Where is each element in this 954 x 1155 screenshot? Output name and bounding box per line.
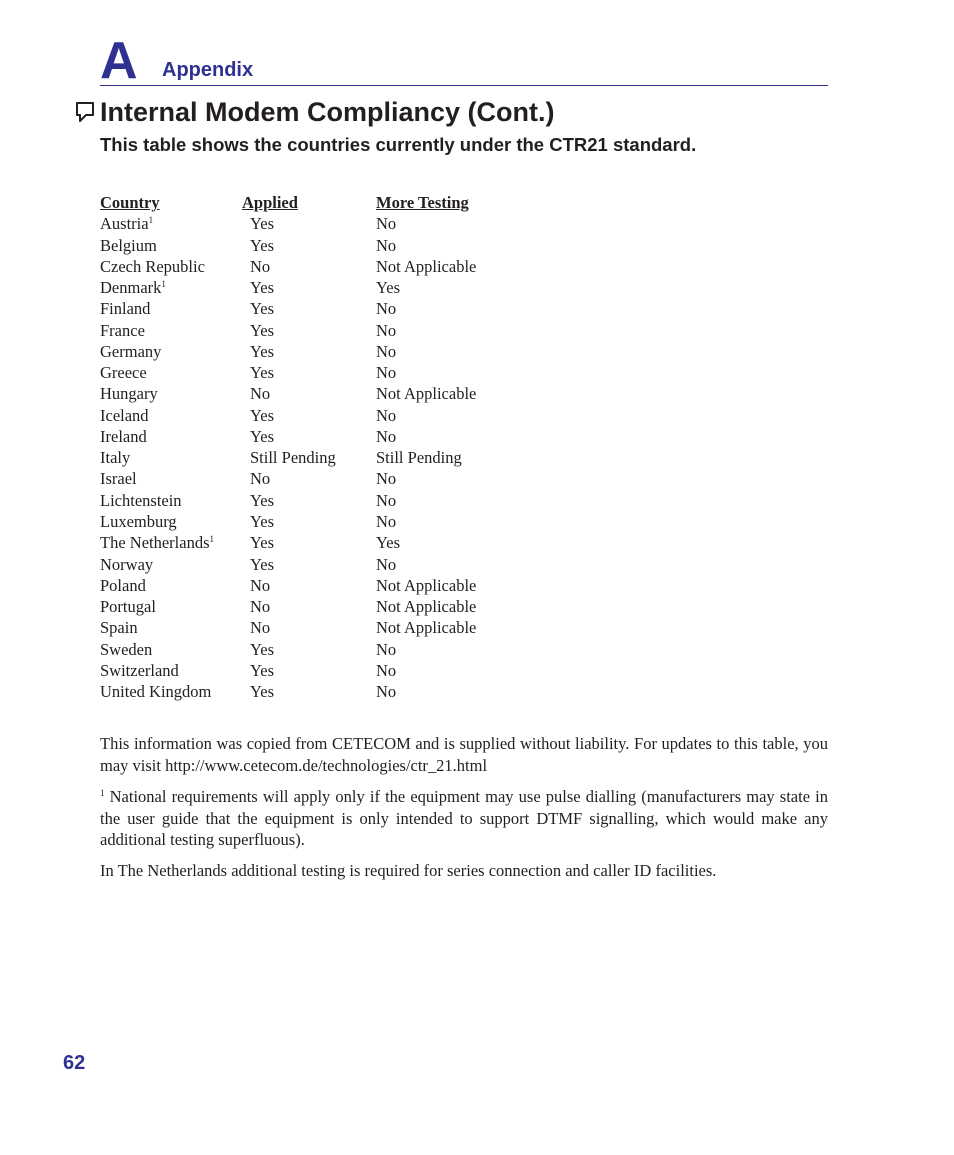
table-row xyxy=(100,596,580,617)
footnote xyxy=(100,786,828,851)
applied-cell: Yes xyxy=(250,490,275,510)
country-cell xyxy=(100,426,147,447)
country-cell xyxy=(100,341,161,362)
footnote-marker: 1 xyxy=(148,215,154,226)
table-row xyxy=(100,256,580,277)
country-cell xyxy=(100,468,137,489)
country-name: Luxemburg xyxy=(100,511,177,531)
column-header-applied: Applied xyxy=(242,193,298,212)
more-testing-cell: No xyxy=(376,469,397,489)
footnote-marker: 1 xyxy=(161,279,166,290)
applied-cell: Yes xyxy=(250,426,275,446)
country-cell xyxy=(100,532,214,553)
applied-cell: Yes xyxy=(250,320,275,340)
table-row xyxy=(100,362,580,383)
more-testing-cell: No xyxy=(376,363,397,383)
section-label: Appendix xyxy=(162,59,254,81)
table-row xyxy=(100,490,580,511)
more-testing-cell: No xyxy=(376,405,397,425)
applied-cell: No xyxy=(250,384,271,404)
country-name: United Kingdom xyxy=(100,682,212,702)
more-testing-cell: No xyxy=(376,490,397,510)
more-testing-cell: No xyxy=(376,639,397,659)
country-cell xyxy=(100,660,179,681)
country-cell xyxy=(100,681,211,702)
table-row xyxy=(100,575,580,596)
column-header-country: Country xyxy=(100,193,160,212)
country-cell xyxy=(100,362,147,383)
country-cell xyxy=(100,235,157,256)
country-cell xyxy=(100,575,146,596)
applied-cell: No xyxy=(250,469,271,489)
more-testing-cell: Not Applicable xyxy=(376,618,477,638)
more-testing-cell: Not Applicable xyxy=(376,384,477,404)
more-testing-cell: Not Applicable xyxy=(376,256,477,276)
more-testing-cell: Still Pending xyxy=(376,448,462,468)
more-testing-cell: No xyxy=(376,299,397,319)
applied-cell: Still Pending xyxy=(250,448,336,468)
note-icon xyxy=(75,101,95,123)
applied-cell: Yes xyxy=(250,235,275,255)
country-cell xyxy=(100,213,153,234)
footnote-marker: 1 xyxy=(209,534,214,545)
more-testing-cell: No xyxy=(376,235,397,255)
applied-cell: Yes xyxy=(250,278,275,298)
country-name: Israel xyxy=(100,469,137,489)
country-name: Iceland xyxy=(100,405,149,425)
table-header-row xyxy=(100,192,580,213)
table-row xyxy=(100,405,580,426)
more-testing-cell: No xyxy=(376,214,397,234)
page-title: Internal Modem Compliancy (Cont.) xyxy=(100,97,555,127)
country-cell xyxy=(100,639,152,660)
more-testing-cell: Not Applicable xyxy=(376,575,477,595)
table-row xyxy=(100,383,580,404)
table-row xyxy=(100,426,580,447)
table-row xyxy=(100,660,580,681)
netherlands-note: In The Netherlands additional testing is required for series connection and caller ID facilities. xyxy=(100,861,717,880)
applied-cell: Yes xyxy=(250,682,275,702)
country-cell xyxy=(100,298,150,319)
table-row xyxy=(100,681,580,702)
country-name: France xyxy=(100,320,145,340)
applied-cell: Yes xyxy=(250,554,275,574)
applied-cell: Yes xyxy=(250,533,275,553)
applied-cell: No xyxy=(250,256,271,276)
applied-cell: Yes xyxy=(250,511,275,531)
more-testing-cell: No xyxy=(376,426,397,446)
country-name: Italy xyxy=(100,448,131,468)
country-cell xyxy=(100,617,138,638)
country-name: Austria xyxy=(100,214,149,234)
applied-cell: Yes xyxy=(250,341,275,361)
country-name: Norway xyxy=(100,554,154,574)
more-testing-cell: No xyxy=(376,341,397,361)
table-row xyxy=(100,617,580,638)
country-cell xyxy=(100,554,153,575)
country-name: Czech Republic xyxy=(100,256,205,276)
applied-cell: No xyxy=(250,597,271,617)
country-cell xyxy=(100,320,145,341)
more-testing-cell: Not Applicable xyxy=(376,597,477,617)
more-testing-cell: No xyxy=(376,660,397,680)
country-name: Germany xyxy=(100,341,162,361)
more-testing-cell: Yes xyxy=(376,533,401,553)
country-cell xyxy=(100,447,130,468)
applied-cell: Yes xyxy=(250,660,275,680)
table-row xyxy=(100,511,580,532)
source-note: This information was copied from CETECOM and is supplied without liability. For updates to this table, you may visit http://www.cetecom.de/technologies/ctr_21.html xyxy=(100,734,828,775)
more-testing-cell: No xyxy=(376,320,397,340)
country-name: The Netherlands xyxy=(100,533,210,553)
country-name: Poland xyxy=(100,575,146,595)
table-row xyxy=(100,235,580,256)
page-subtitle: This table shows the countries currently under the CTR21 standard. xyxy=(100,134,697,155)
table-body xyxy=(100,213,580,702)
more-testing-cell: No xyxy=(376,682,397,702)
column-header-more-testing: More Testing xyxy=(376,193,469,212)
applied-cell: Yes xyxy=(250,639,275,659)
country-name: Greece xyxy=(100,363,147,383)
more-testing-cell: No xyxy=(376,554,397,574)
table-row xyxy=(100,320,580,341)
country-cell xyxy=(100,596,156,617)
country-name: Finland xyxy=(100,299,151,319)
country-name: Denmark xyxy=(100,278,162,298)
ctr21-country-table xyxy=(100,192,580,702)
country-name: Switzerland xyxy=(100,660,179,680)
table-row xyxy=(100,213,580,234)
country-cell xyxy=(100,490,182,511)
applied-cell: No xyxy=(250,618,271,638)
country-name: Lichtenstein xyxy=(100,490,182,510)
table-row xyxy=(100,341,580,362)
applied-cell: Yes xyxy=(250,405,275,425)
applied-cell: Yes xyxy=(250,299,275,319)
country-name: Ireland xyxy=(100,426,147,446)
table-row xyxy=(100,554,580,575)
applied-cell: Yes xyxy=(250,363,275,383)
applied-cell: No xyxy=(250,575,271,595)
more-testing-cell: No xyxy=(376,511,397,531)
country-name: Portugal xyxy=(100,597,156,617)
applied-cell: Yes xyxy=(250,214,275,234)
country-cell xyxy=(100,383,158,404)
country-cell xyxy=(100,405,149,426)
footnote-text: National requirements will apply only if the equipment may use pulse dialling (manufacturers may state in the user guide that the equipment is only intended to support DTMF signalling, which would make any additional testing superfluous). xyxy=(100,787,828,849)
more-testing-cell: Yes xyxy=(376,278,401,298)
page-header xyxy=(100,32,828,90)
country-name: Belgium xyxy=(100,235,157,255)
table-row xyxy=(100,468,580,489)
page-number: 62 xyxy=(63,1052,86,1074)
table-row xyxy=(100,639,580,660)
country-cell xyxy=(100,511,177,532)
table-row xyxy=(100,298,580,319)
country-name: Spain xyxy=(100,618,138,638)
table-row xyxy=(100,532,580,553)
country-name: Sweden xyxy=(100,639,153,659)
country-name: Hungary xyxy=(100,384,158,404)
country-cell xyxy=(100,277,166,298)
table-row xyxy=(100,447,580,468)
appendix-letter: A xyxy=(100,32,138,90)
footnote-marker: 1 xyxy=(100,788,105,798)
country-cell xyxy=(100,256,205,277)
table-row xyxy=(100,277,580,298)
